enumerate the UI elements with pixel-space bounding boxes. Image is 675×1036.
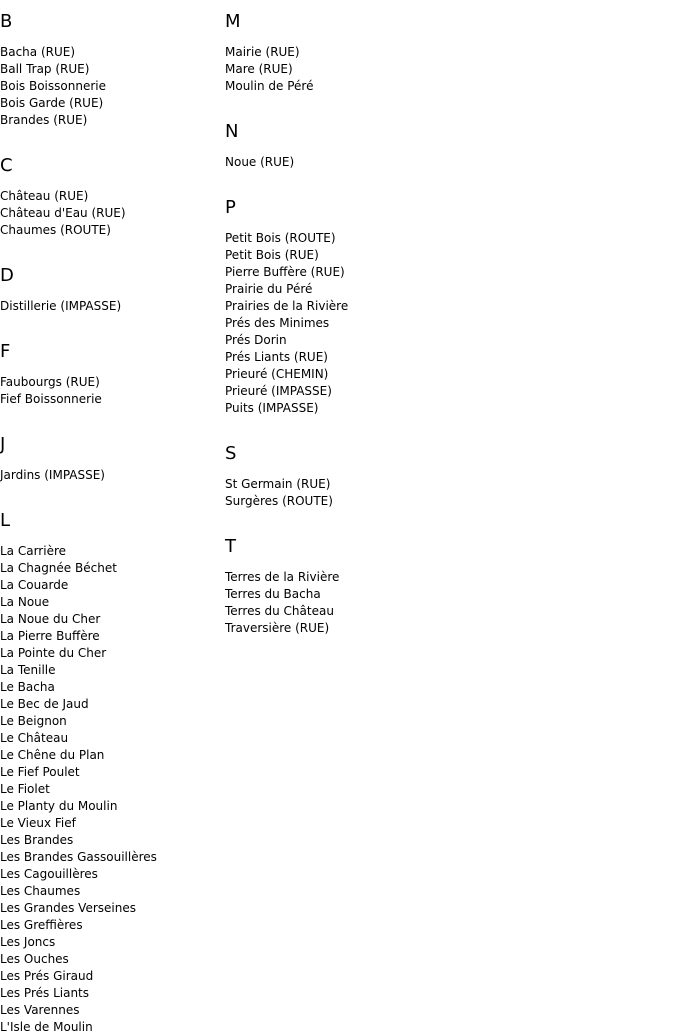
section-letter-heading: N — [225, 121, 239, 142]
street-name: Chaumes (ROUTE) — [0, 223, 111, 237]
street-list — [225, 230, 665, 417]
street-name: Les Cagouillères — [0, 867, 98, 881]
street-list — [0, 188, 220, 239]
street-name: Les Grandes Verseines — [0, 901, 136, 915]
letter-group — [0, 264, 220, 315]
street-name: Terres de la Rivière — [225, 570, 340, 584]
letter-group — [225, 120, 665, 171]
street-list — [225, 44, 665, 95]
street-name: Château (RUE) — [0, 189, 89, 203]
street-name: Le Fief Poulet — [0, 765, 80, 779]
street-name: Le Château — [0, 731, 69, 745]
street-name: St Germain (RUE) — [225, 477, 331, 491]
street-name: La Pointe du Cher — [0, 646, 107, 660]
street-name: La Chagnée Béchet — [0, 561, 117, 575]
street-name: Ball Trap (RUE) — [0, 62, 90, 76]
street-name: Les Chaumes — [0, 884, 81, 898]
section-letter-heading: L — [0, 510, 11, 531]
section-letter-heading: F — [0, 341, 11, 362]
street-name: La Couarde — [0, 578, 69, 592]
letter-group — [0, 154, 220, 239]
letter-group — [225, 442, 665, 510]
street-name: Bois Boissonnerie — [0, 79, 106, 93]
street-name: Bois Garde (RUE) — [0, 96, 104, 110]
letter-group — [225, 196, 665, 417]
street-name: Prairies de la Rivière — [225, 299, 349, 313]
section-letter-heading: M — [225, 11, 241, 32]
street-name: Prieuré (IMPASSE) — [225, 384, 332, 398]
street-name: Le Vieux Fief — [0, 816, 76, 830]
street-name: Mairie (RUE) — [225, 45, 300, 59]
street-name: Puits (IMPASSE) — [225, 401, 319, 415]
street-list — [0, 467, 220, 484]
street-name: Prés Dorin — [225, 333, 287, 347]
right-column — [225, 10, 665, 637]
street-name: La Tenille — [0, 663, 56, 677]
street-name: Noue (RUE) — [225, 155, 295, 169]
street-name: Surgères (ROUTE) — [225, 494, 333, 508]
street-name: Terres du Château — [225, 604, 334, 618]
letter-group — [0, 10, 220, 129]
street-name: Petit Bois (ROUTE) — [225, 231, 336, 245]
street-name: Les Brandes — [0, 833, 74, 847]
left-column — [0, 10, 220, 1036]
section-letter-heading: S — [225, 443, 237, 464]
street-name: Les Brandes Gassouillères — [0, 850, 157, 864]
street-name: Jardins (IMPASSE) — [0, 468, 105, 482]
street-name: La Carrière — [0, 544, 67, 558]
street-list — [0, 543, 220, 1036]
street-name: Terres du Bacha — [225, 587, 321, 601]
letter-group — [0, 433, 220, 484]
street-name: Les Varennes — [0, 1003, 80, 1017]
street-name: Les Prés Giraud — [0, 969, 94, 983]
street-name: Les Joncs — [0, 935, 56, 949]
street-name: Petit Bois (RUE) — [225, 248, 319, 262]
letter-group — [225, 535, 665, 637]
street-name: Faubourgs (RUE) — [0, 375, 100, 389]
street-name: Distillerie (IMPASSE) — [0, 299, 122, 313]
section-letter-heading: D — [0, 265, 14, 286]
street-name: Prieuré (CHEMIN) — [225, 367, 329, 381]
street-list — [0, 298, 220, 315]
street-name: Pierre Buffère (RUE) — [225, 265, 345, 279]
street-name: Mare (RUE) — [225, 62, 293, 76]
street-name: Le Bacha — [0, 680, 55, 694]
street-name: Le Beignon — [0, 714, 67, 728]
street-name: Le Planty du Moulin — [0, 799, 118, 813]
street-name: Les Greffières — [0, 918, 83, 932]
street-list — [225, 569, 665, 637]
street-name: Bacha (RUE) — [0, 45, 76, 59]
street-list — [0, 374, 220, 408]
street-name: Traversière (RUE) — [225, 621, 330, 635]
street-name: Le Fiolet — [0, 782, 50, 796]
street-name: Les Prés Liants — [0, 986, 90, 1000]
street-list — [225, 154, 665, 171]
section-letter-heading: J — [0, 434, 6, 455]
street-name: Les Ouches — [0, 952, 69, 966]
letter-group — [225, 10, 665, 95]
street-list — [0, 44, 220, 129]
street-name: Fief Boissonnerie — [0, 392, 102, 406]
street-name: Prés des Minimes — [225, 316, 330, 330]
section-letter-heading: C — [0, 155, 13, 176]
letter-group — [0, 509, 220, 1036]
street-name: Brandes (RUE) — [0, 113, 88, 127]
street-name: La Noue — [0, 595, 50, 609]
street-name: L'Isle de Moulin — [0, 1020, 93, 1034]
section-letter-heading: T — [225, 536, 236, 557]
street-name: Moulin de Péré — [225, 79, 314, 93]
street-name: Prairie du Péré — [225, 282, 313, 296]
section-letter-heading: B — [0, 11, 13, 32]
letter-group — [0, 340, 220, 408]
street-name: Château d'Eau (RUE) — [0, 206, 126, 220]
street-name: Prés Liants (RUE) — [225, 350, 328, 364]
section-letter-heading: P — [225, 197, 236, 218]
street-name: Le Bec de Jaud — [0, 697, 89, 711]
street-name: Le Chêne du Plan — [0, 748, 105, 762]
street-name: La Pierre Buffère — [0, 629, 100, 643]
street-list — [225, 476, 665, 510]
street-name: La Noue du Cher — [0, 612, 101, 626]
